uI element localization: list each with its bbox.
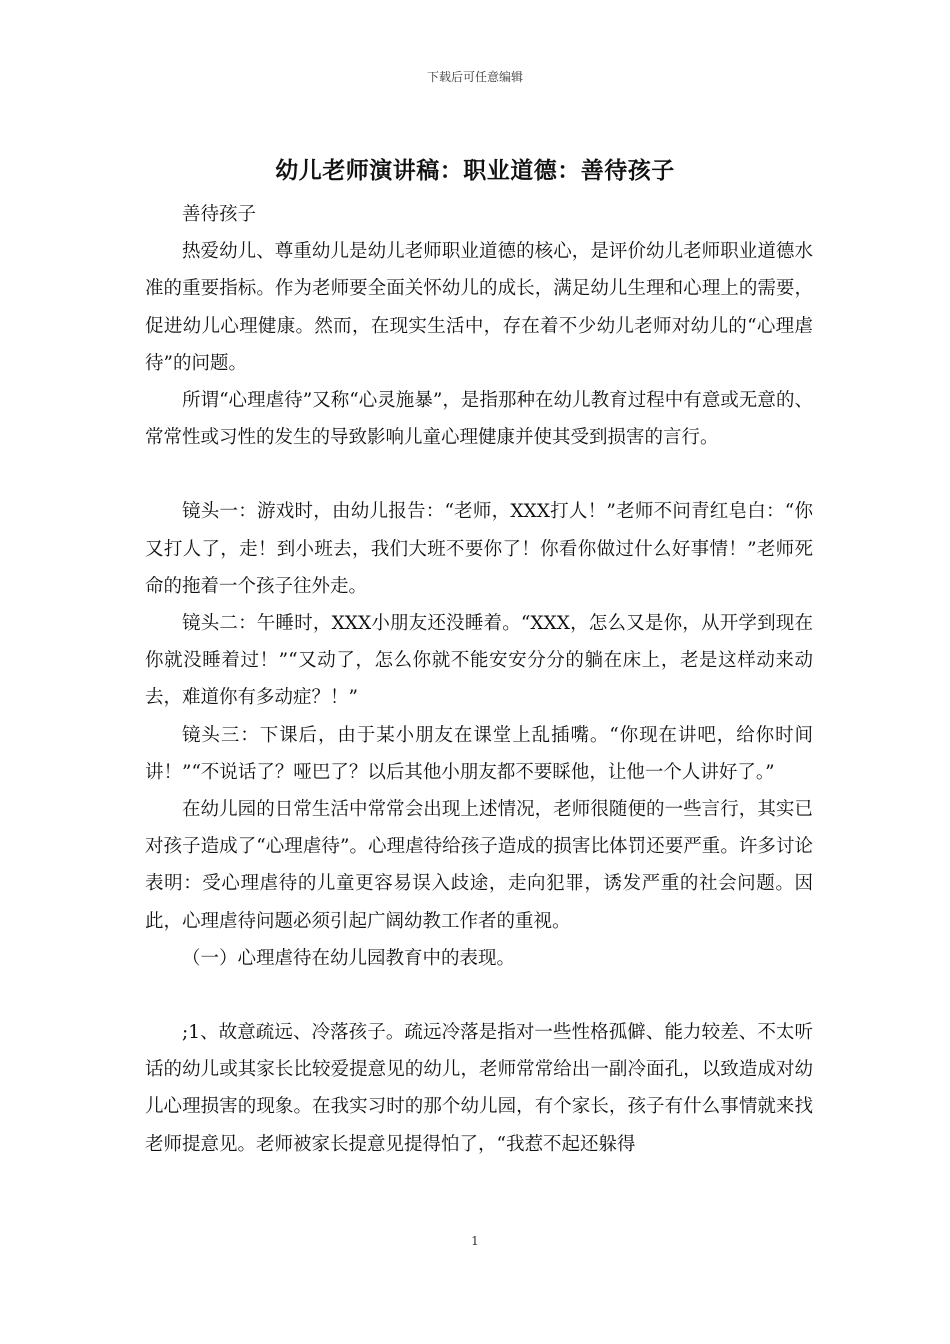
- section-subtitle: 善待孩子: [182, 204, 257, 225]
- page-header-note: 下载后可任意编辑: [426, 70, 523, 84]
- paragraph: 热爱幼儿、尊重幼儿是幼儿老师职业道德的核心，是评价幼儿老师职业道德水准的重要指标。作为老师要全面关怀幼儿的成长，满足幼儿生理和心理上的需要，促进幼儿心理健康。然而，在现实生活中，存在着不少幼儿老师对幼儿的“心理虐待”的问题。: [145, 241, 813, 374]
- document-title: 幼儿老师演讲稿：职业道德：善待孩子: [275, 157, 675, 184]
- paragraph: 所谓“心理虐待”又称“心灵施暴”，是指那种在幼儿教育过程中有意或无意的、常常性或习性的发生的导致影响儿童心理健康并使其受到损害的言行。: [145, 390, 813, 449]
- document-body: [145, 196, 813, 1163]
- page-number: 1: [471, 1234, 479, 1248]
- paragraph-scene-two: 镜头二：午睡时，XXX小朋友还没睡着。“XXX，怎么又是你，从开学到现在你就没睡着过！”“又动了，怎么你就不能安安分分的躺在床上，老是这样动来动去，难道你有多动症？！”: [145, 613, 813, 709]
- paragraph-scene-three: 镜头三：下课后，由于某小朋友在课堂上乱插嘴。“你现在讲吧，给你时间讲！”“不说话了？哑巴了？以后其他小朋友都不要睬他，让他一个人讲好了。”: [145, 724, 813, 783]
- section-heading: （一）心理虐待在幼儿园教育中的表现。: [182, 947, 516, 969]
- paragraph: 在幼儿园的日常生活中常常会出现上述情况，老师很随便的一些言行，其实已对孩子造成了“心理虐待”。心理虐待给孩子造成的损害比体罚还要严重。许多讨论表明：受心理虐待的儿童更容易误入歧途，走向犯罪，诱发严重的社会问题。因此，心理虐待问题必须引起广阔幼教工作者的重视。: [145, 799, 813, 932]
- paragraph-scene-one: 镜头一：游戏时，由幼儿报告：“老师，XXX打人！”老师不问青红皂白：“你又打人了，走！到小班去，我们大班不要你了！你看你做过什么好事情！”老师死命的拖着一个孩子往外走。: [145, 501, 813, 597]
- paragraph: ;1、故意疏远、冷落孩子。疏远冷落是指对一些性格孤僻、能力较差、不太听话的幼儿或其家长比较爱提意见的幼儿，老师常常给出一副冷面孔，以致造成对幼儿心理损害的现象。在我实习时的那个幼儿园，有个家长，孩子有什么事情就来找老师提意见。老师被家长提意见提得怕了，“我惹不起还躲得: [145, 1022, 813, 1155]
